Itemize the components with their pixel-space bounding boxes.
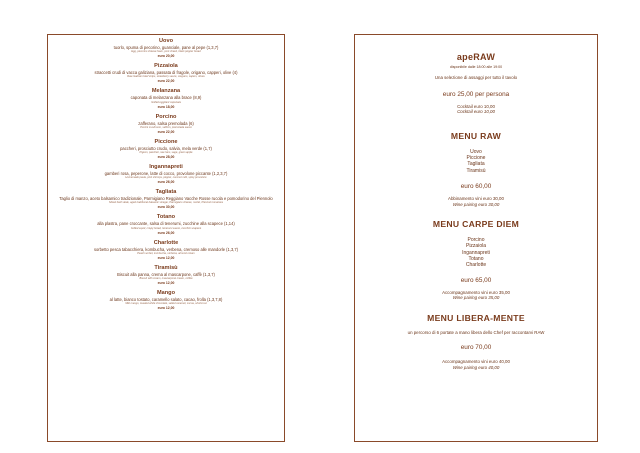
dish-name: Pizzaiola	[154, 63, 178, 70]
menu-carpe-diem-item: Porcino	[467, 237, 485, 244]
dish-item	[48, 88, 284, 109]
dish-item	[48, 114, 284, 135]
dish-description: zafferano, salsa premolada (6)	[138, 120, 194, 126]
menu-libera-mente-pairing-en: Wine pairing euro 40,00	[452, 365, 500, 371]
dish-name: Tagliata	[155, 189, 177, 196]
dish-english-description: Homemade pasta, pink shrimps, pepper, coconut milk, spicy provolone	[125, 176, 207, 180]
menu-carpe-diem-item: Totano	[468, 256, 484, 263]
menu-carpe-diem-item: Charlotte	[465, 262, 487, 269]
menu-carpe-diem-items	[355, 237, 597, 268]
menu-carpe-diem-price: euro 65,00	[460, 276, 492, 284]
dish-english-description: Grilled squid, crispy bread, tenerumi sauce, zucchini scapece	[130, 226, 202, 230]
dish-english-description: Sliced beef steak, aged traditional balsamic vinegar, Parmigiano cheese, rocket, Piennolo tomatoes	[108, 201, 224, 205]
dish-name: Uovo	[159, 38, 173, 44]
dish-english-description: Egg, pecorino cheese foam, pork cheek, black pepper bread	[131, 50, 201, 54]
dish-name: Charlotte	[153, 239, 179, 246]
menu-carpe-diem-item: Pizzaiola	[465, 243, 486, 250]
dish-description: al latte, bianco tostato, caramello salato, cacao, frolla (1,3,7,8)	[109, 297, 223, 303]
aperaw-price: euro 25,00 per persona	[442, 90, 510, 98]
dish-name: Piccione	[154, 138, 178, 145]
menu-carpe-diem-pairing: Accompagnamento vini euro 35,00	[442, 289, 510, 295]
dish-name: Mango	[156, 290, 176, 297]
dish-price: euro 18,00	[157, 104, 175, 109]
menu-libera-mente-description: un percorso di 6 portate a mano libera dello Chef per raccontarvi RAW	[407, 329, 545, 335]
dish-name: Melanzana	[151, 88, 181, 95]
dish-english-description: Grilled eggplant caponata	[151, 100, 181, 104]
aperaw-title: apeRAW	[456, 52, 496, 62]
dish-price: euro 12,00	[157, 255, 175, 260]
dishes-menu-page	[47, 34, 285, 442]
dish-name: Porcino	[155, 113, 177, 120]
aperaw-cocktail-en: Cocktail euro 10,00	[457, 109, 495, 115]
menu-carpe-diem-title: MENU CARPE DIEM	[432, 219, 520, 230]
dish-description: alla plastra, pane croccante, salsa di tenerumi, zucchine alla scapece (1,14)	[97, 221, 235, 227]
dish-description: Taglio di manzo, aceto balsamico tradizionale, Parmigiano Reggiano Vacche Rosse rucola e pomodorino del Piennolo	[59, 196, 273, 202]
menu-raw-item: Tagliata	[467, 161, 485, 168]
dish-name: Totano	[156, 214, 176, 221]
dish-description: caponata di melanzana alla brace (8,9)	[130, 95, 202, 101]
menu-libera-mente-price: euro 70,00	[460, 344, 492, 352]
dish-item	[48, 63, 284, 84]
dish-price: euro 12,00	[157, 306, 175, 311]
menu-libera-mente-pairing: Accompagnamento vini euro 40,00	[442, 359, 510, 365]
dish-item	[48, 240, 284, 261]
dish-item	[48, 139, 284, 160]
dish-price: euro 26,00	[157, 180, 175, 185]
menu-raw-pairing-en: Wine pairing euro 30,00	[452, 201, 500, 207]
menu-raw-item: Uovo	[470, 148, 482, 155]
dish-description: sorbetto pesca tabacchiera, kombucha, verbena, cremoso alle mandorle (1,3,7)	[93, 246, 239, 252]
dish-description: tuorlo, spuma di pecorino, guanciale, pane al pepe (1,3,7)	[113, 45, 219, 50]
menu-carpe-diem-item: Ingannapreti	[462, 249, 490, 256]
dish-description: gamberi rosa, peperone, latte di cocco, provolone piccante (1,2,3,7)	[104, 171, 228, 177]
dish-price: euro 26,00	[157, 230, 175, 235]
aperaw-cocktail: Cocktail euro 10,00	[457, 103, 495, 109]
dish-price: euro 22,00	[157, 129, 175, 134]
dish-item	[48, 290, 284, 311]
dish-item	[48, 214, 284, 235]
dish-description: paccheri, prosciutto crudo, salvia, mela verde (1,7)	[120, 145, 212, 151]
dish-english-description: Raw Galician beef strips, strawberry sauce, oregano, capers, olives	[127, 75, 205, 79]
dish-price: euro 30,00	[157, 205, 175, 210]
dish-item	[48, 164, 284, 185]
dish-list	[48, 35, 284, 311]
menu-raw-item: Piccione	[466, 155, 486, 162]
dish-english-description: Pigeon, paccheri, raw ham, sage, green apple	[139, 151, 193, 155]
dish-name: Tiramisù	[154, 264, 178, 271]
dish-price: euro 20,00	[157, 54, 175, 59]
tasting-menus-page	[354, 34, 598, 442]
menu-raw-price: euro 60,00	[460, 182, 492, 190]
dish-english-description: Peach sorbet, kombucha, verbena, almond cream	[137, 251, 195, 255]
dish-price: euro 28,00	[157, 155, 175, 160]
menu-raw-title: MENU RAW	[450, 130, 502, 141]
dish-name: Ingannapreti	[149, 164, 183, 171]
dish-description: straccetti crudi di vacca galiziana, passata di fragole, origano, capperi, olive (4)	[94, 70, 238, 76]
menu-libera-mente-title: MENU LIBERA-MENTE	[427, 312, 525, 323]
dish-description: Biscuit alla panna, crema al mascarpone, caffè (1,3,7)	[117, 271, 215, 277]
menu-raw-items	[355, 149, 597, 174]
menu-raw-pairing: Abbinamento vini euro 30,00	[448, 195, 504, 201]
dish-english-description: Porcini mushroom, saffron, premolada sauce	[140, 125, 192, 129]
menu-raw-item: Tiramisù	[466, 167, 486, 174]
dish-price: euro 12,00	[157, 281, 175, 286]
aperaw-hours: disponibile dalle 18:00 alle 19:00	[449, 65, 503, 69]
menu-carpe-diem-pairing-en: Wine pairing euro 35,00	[452, 295, 500, 301]
dish-english-description: Biscuit with cream, mascarpone cream, coffee	[139, 277, 193, 281]
dish-price: euro 22,00	[157, 79, 175, 84]
dish-item	[48, 38, 284, 59]
dish-item	[48, 189, 284, 210]
dish-english-description: Milk mango, toasted white chocolate, salted caramel, cocoa, shortcrust	[125, 302, 207, 306]
aperaw-description: Una selezione di assaggi per tutto il tavolo	[434, 75, 518, 80]
dish-item	[48, 265, 284, 286]
